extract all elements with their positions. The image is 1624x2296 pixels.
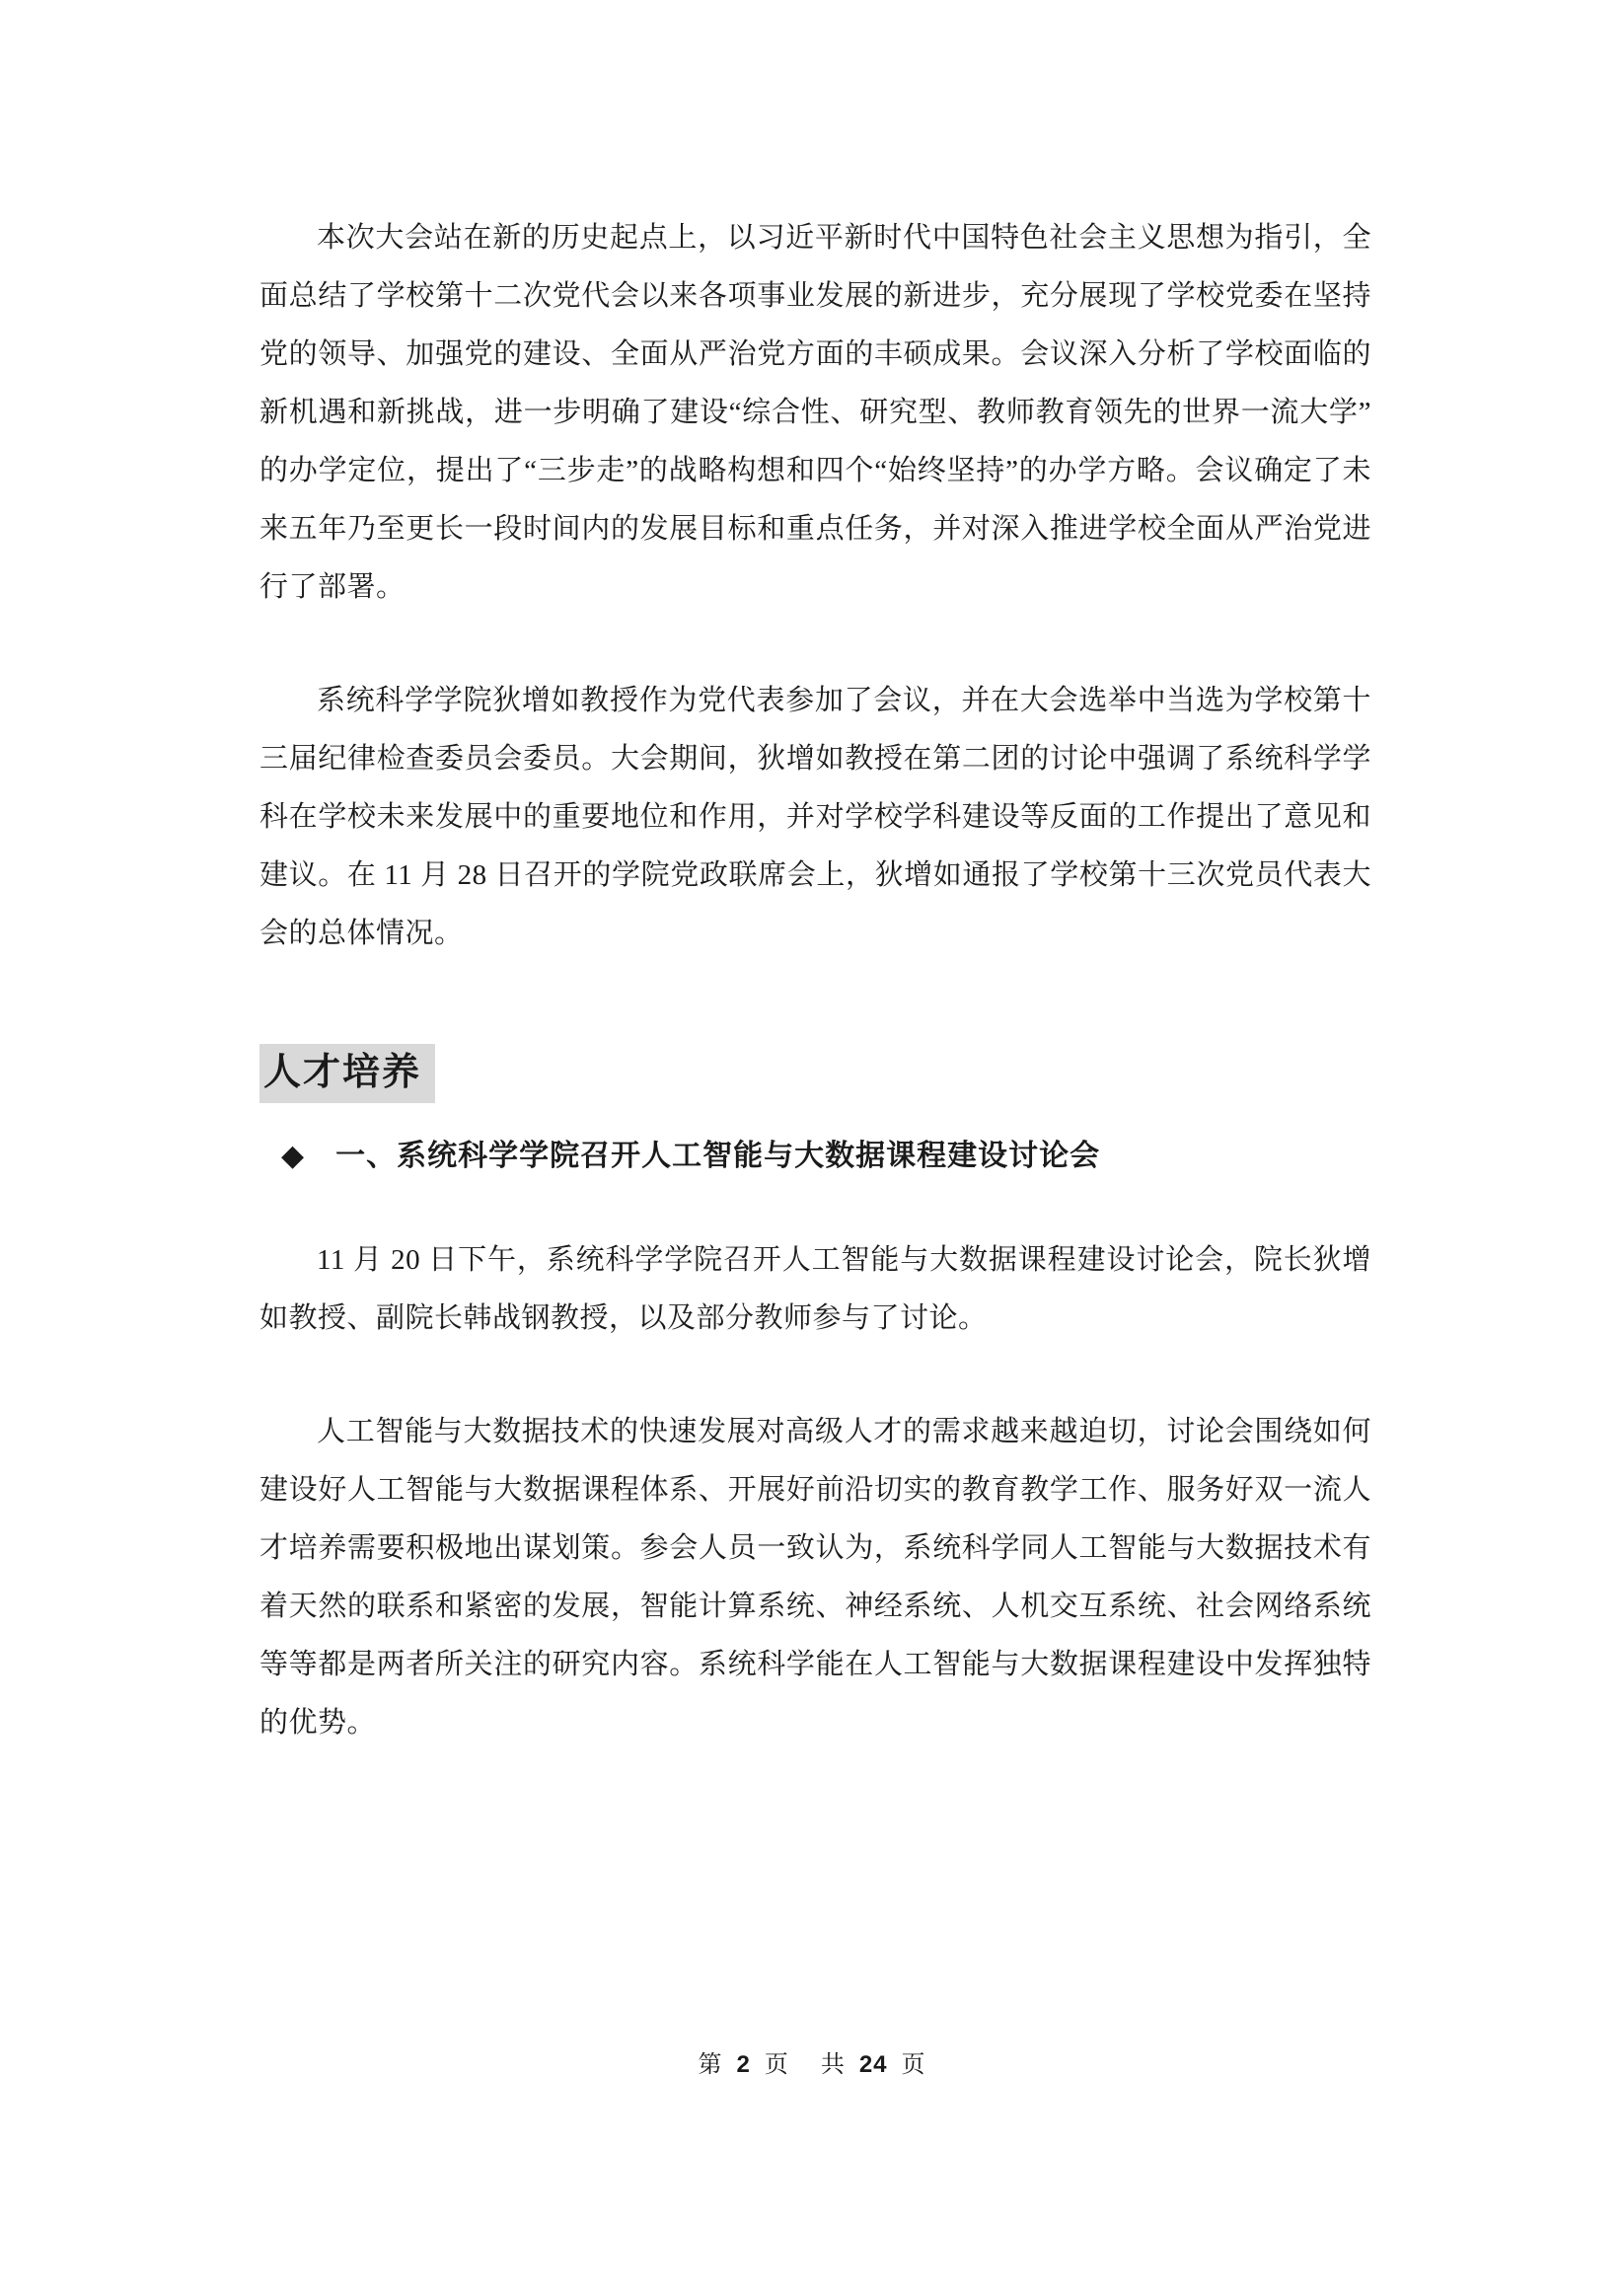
footer-label-di: 第 bbox=[698, 2052, 723, 2078]
footer-label-gong: 共 bbox=[820, 2052, 846, 2078]
footer-label-ye2: 页 bbox=[901, 2052, 926, 2078]
item-heading-row bbox=[281, 1133, 1371, 1180]
footer-label-ye: 页 bbox=[764, 2052, 789, 2078]
section-heading-row bbox=[259, 1044, 1371, 1103]
diamond-bullet-icon: ◆ bbox=[281, 1139, 305, 1173]
footer-page-number: 2 bbox=[736, 2051, 751, 2078]
footer-total-pages: 24 bbox=[858, 2051, 888, 2078]
paragraph-discussion-detail: 人工智能与大数据技术的快速发展对高级人才的需求越来越迫切，讨论会围绕如何建设好人工智能与大数据课程体系、开展好前沿切实的教育教学工作、服务好双一流人才培养需要积极地出谋划策。参会人员一致认为，系统科学同人工智能与大数据技术有着天然的联系和紧密的发展，智能计算系统、神经系统、人机交互系统、社会网络系统等等都是两者所关注的研究内容。系统科学能在人工智能与大数据课程建设中发挥独特的优势。 bbox=[259, 1416, 1371, 1739]
section-heading-talent-cultivation: 人才培养 bbox=[259, 1044, 435, 1103]
page-footer bbox=[0, 2048, 1624, 2082]
document-body bbox=[259, 209, 1371, 1808]
paragraph-delegate-report: 系统科学学院狄增如教授作为党代表参加了会议，并在大会选举中当选为学校第十三届纪律检查委员会委员。大会期间，狄增如教授在第二团的讨论中强调了系统科学学科在学校未来发展中的重要地位和作用，并对学校学科建设等反面的工作提出了意见和建议。在 11 月 28 日召开的学院党政联席会上，狄增如通报了学校第十三次党员代表大会的总体情况。 bbox=[259, 685, 1371, 949]
item-heading-title: 一、系统科学学院召开人工智能与大数据课程建设讨论会 bbox=[335, 1140, 1101, 1172]
paragraph-meeting-intro: 11 月 20 日下午，系统科学学院召开人工智能与大数据课程建设讨论会，院长狄增如教授、副院长韩战钢教授，以及部分教师参与了讨论。 bbox=[259, 1244, 1371, 1334]
paragraph-congress-summary: 本次大会站在新的历史起点上，以习近平新时代中国特色社会主义思想为指引，全面总结了学校第十二次党代会以来各项事业发展的新进步，充分展现了学校党委在坚持党的领导、加强党的建设、全面从严治党方面的丰硕成果。会议深入分析了学校面临的新机遇和新挑战，进一步明确了建设“综合性、研究型、教师教育领先的世界一流大学”的办学定位，提出了“三步走”的战略构想和四个“始终坚持”的办学方略。会议确定了未来五年乃至更长一段时间内的发展目标和重点任务，并对深入推进学校全面从严治党进行了部署。 bbox=[259, 222, 1371, 603]
